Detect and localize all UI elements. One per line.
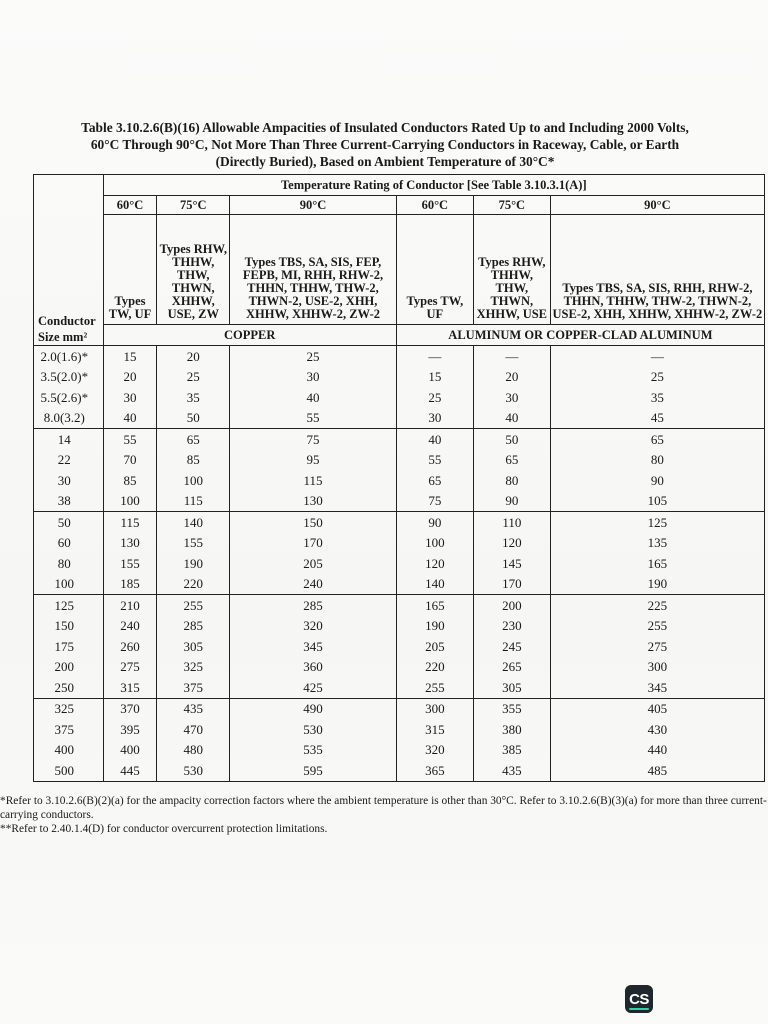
table-row (34, 367, 765, 388)
ampacity-cell: 55 (103, 429, 157, 450)
ampacity-cell: 440 (550, 740, 764, 761)
ampacity-cell: 345 (230, 636, 397, 657)
ampacity-cell: 30 (473, 387, 550, 408)
ampacity-cell: 170 (473, 574, 550, 595)
ampacity-cell: 255 (550, 616, 764, 637)
ampacity-cell: 240 (230, 574, 397, 595)
ampacity-cell: 245 (473, 636, 550, 657)
conductor-size-cell: 150 (34, 616, 104, 637)
ampacity-cell: 320 (230, 616, 397, 637)
ampacity-cell: 90 (396, 512, 473, 533)
ampacity-cell: 485 (550, 760, 764, 781)
ampacity-cell: 35 (550, 387, 764, 408)
rating-75c-copper: 75°C (157, 196, 230, 215)
ampacity-cell: 105 (550, 491, 764, 512)
conductor-size-cell: 8.0(3.2) (34, 408, 104, 429)
conductor-size-header: Conductor Size mm² (34, 175, 104, 346)
rating-90c-aluminum: 90°C (550, 196, 764, 215)
types-90c-copper: Types TBS, SA, SIS, FEP, FEPB, MI, RHH, RHW-2, THHN, THHW, THW-2, THWN-2, USE-2, XHH, XHHW, XHHW-2, ZW-2 (230, 215, 397, 325)
conductor-size-cell: 400 (34, 740, 104, 761)
ampacity-cell: 425 (230, 677, 397, 698)
ampacity-cell: 15 (103, 346, 157, 367)
conductor-size-cell: 60 (34, 533, 104, 554)
ampacity-cell: 480 (157, 740, 230, 761)
ampacity-cell: 130 (230, 491, 397, 512)
footnote-2: **Refer to 2.40.1.4(D) for conductor overcurrent protection limitations. (0, 823, 328, 835)
table-row (34, 595, 765, 616)
table-row (34, 698, 765, 719)
ampacity-cell: 65 (550, 429, 764, 450)
ampacity-cell: 360 (230, 657, 397, 678)
ampacity-cell: 185 (103, 574, 157, 595)
ampacity-cell: 225 (550, 595, 764, 616)
ampacity-cell: 325 (157, 657, 230, 678)
ampacity-cell: 255 (157, 595, 230, 616)
ampacity-cell: 395 (103, 719, 157, 740)
ampacity-cell: 25 (550, 367, 764, 388)
ampacity-cell: 45 (550, 408, 764, 429)
ampacity-cell: 200 (473, 595, 550, 616)
table-row (34, 450, 765, 471)
table-row (34, 719, 765, 740)
title-line-2: 60°C Through 90°C, Not More Than Three Current-Carrying Conductors in Raceway, Cable, or Earth (90, 137, 680, 152)
ampacity-cell: 375 (157, 677, 230, 698)
ampacity-cell: 205 (230, 553, 397, 574)
ampacity-cell: 275 (550, 636, 764, 657)
conductor-size-cell: 80 (34, 553, 104, 574)
ampacity-cell: 445 (103, 760, 157, 781)
ampacity-cell: 115 (157, 491, 230, 512)
ampacity-cell: 285 (230, 595, 397, 616)
temperature-rating-header: Temperature Rating of Conductor [See Table 3.10.3.1(A)] (103, 175, 764, 196)
copper-header: COPPER (103, 325, 396, 346)
ampacity-cell: 405 (550, 698, 764, 719)
ampacity-table (33, 174, 765, 782)
ampacity-cell: 305 (157, 636, 230, 657)
conductor-size-cell: 50 (34, 512, 104, 533)
ampacity-cell: 85 (103, 470, 157, 491)
ampacity-cell: 595 (230, 760, 397, 781)
conductor-size-cell: 500 (34, 760, 104, 781)
ampacity-cell: 90 (550, 470, 764, 491)
ampacity-cell: 50 (157, 408, 230, 429)
ampacity-cell: 80 (550, 450, 764, 471)
ampacity-cell: 50 (473, 429, 550, 450)
ampacity-cell: 120 (473, 533, 550, 554)
ampacity-cell: 435 (157, 698, 230, 719)
table-row (34, 346, 765, 367)
ampacity-cell: 75 (396, 491, 473, 512)
types-60c-copper: Types TW, UF (103, 215, 157, 325)
ampacity-cell: 370 (103, 698, 157, 719)
ampacity-cell: 220 (396, 657, 473, 678)
rating-90c-copper: 90°C (230, 196, 397, 215)
title-line-1: Table 3.10.2.6(B)(16) Allowable Ampacities of Insulated Conductors Rated Up to and Including 2000 Volts, (81, 120, 689, 135)
ampacity-cell: 530 (230, 719, 397, 740)
ampacity-cell: 65 (473, 450, 550, 471)
table-row (34, 677, 765, 698)
ampacity-cell: 355 (473, 698, 550, 719)
ampacity-cell: 255 (396, 677, 473, 698)
conductor-size-cell: 250 (34, 677, 104, 698)
ampacity-cell: — (550, 346, 764, 367)
ampacity-cell: 150 (230, 512, 397, 533)
types-75c-copper: Types RHW, THHW, THW, THWN, XHHW, USE, ZW (157, 215, 230, 325)
types-60c-aluminum: Types TW, UF (396, 215, 473, 325)
ampacity-cell: 35 (157, 387, 230, 408)
table-row (34, 429, 765, 450)
ampacity-cell: 140 (157, 512, 230, 533)
ampacity-cell: 220 (157, 574, 230, 595)
ampacity-cell: 25 (396, 387, 473, 408)
ampacity-cell: 100 (157, 470, 230, 491)
ampacity-cell: — (473, 346, 550, 367)
table-row (34, 553, 765, 574)
ampacity-cell: 65 (157, 429, 230, 450)
ampacity-cell: 400 (103, 740, 157, 761)
conductor-size-cell: 3.5(2.0)* (34, 367, 104, 388)
table-row (34, 470, 765, 491)
ampacity-cell: 40 (396, 429, 473, 450)
ampacity-cell: 430 (550, 719, 764, 740)
footnote-1: *Refer to 3.10.2.6(B)(2)(a) for the ampacity correction factors where the ambient temperature is other than 30°C. Refer to 3.10.2.6(B)(3)(a) for more than three current-carrying conductors. (0, 795, 767, 821)
types-90c-aluminum: Types TBS, SA, SIS, RHH, RHW-2, THHN, THHW, THW-2, THWN-2, USE-2, XHH, XHHW, XHHW-2, ZW-2 (550, 215, 764, 325)
ampacity-cell: 285 (157, 616, 230, 637)
ampacity-cell: 70 (103, 450, 157, 471)
ampacity-cell: 20 (473, 367, 550, 388)
table-row (34, 408, 765, 429)
table-row (34, 533, 765, 554)
ampacity-cell: 345 (550, 677, 764, 698)
ampacity-cell: 120 (396, 553, 473, 574)
ampacity-cell: 300 (396, 698, 473, 719)
ampacity-cell: 190 (157, 553, 230, 574)
table-row (34, 491, 765, 512)
ampacity-cell: 365 (396, 760, 473, 781)
table-row (34, 636, 765, 657)
ampacity-cell: 30 (396, 408, 473, 429)
ampacity-cell: 530 (157, 760, 230, 781)
table-row (34, 512, 765, 533)
ampacity-cell: 210 (103, 595, 157, 616)
ampacity-cell: 15 (396, 367, 473, 388)
rating-75c-aluminum: 75°C (473, 196, 550, 215)
ampacity-cell: 165 (550, 553, 764, 574)
conductor-size-cell: 2.0(1.6)* (34, 346, 104, 367)
conductor-size-cell: 375 (34, 719, 104, 740)
conductor-size-cell: 175 (34, 636, 104, 657)
ampacity-cell: 80 (473, 470, 550, 491)
ampacity-cell: 115 (230, 470, 397, 491)
ampacity-cell: 315 (396, 719, 473, 740)
ampacity-cell: 305 (473, 677, 550, 698)
conductor-size-cell: 5.5(2.6)* (34, 387, 104, 408)
ampacity-cell: 470 (157, 719, 230, 740)
conductor-size-cell: 30 (34, 470, 104, 491)
ampacity-cell: 155 (103, 553, 157, 574)
ampacity-cell: 125 (550, 512, 764, 533)
ampacity-cell: 90 (473, 491, 550, 512)
ampacity-cell: 55 (396, 450, 473, 471)
camscanner-logo: CS (625, 985, 653, 1013)
ampacity-cell: 75 (230, 429, 397, 450)
rating-60c-copper: 60°C (103, 196, 157, 215)
ampacity-cell: 490 (230, 698, 397, 719)
title-line-3: (Directly Buried), Based on Ambient Temperature of 30°C* (215, 154, 555, 169)
ampacity-cell: 145 (473, 553, 550, 574)
ampacity-cell: 20 (103, 367, 157, 388)
ampacity-cell: 25 (157, 367, 230, 388)
conductor-size-cell: 325 (34, 698, 104, 719)
ampacity-cell: 435 (473, 760, 550, 781)
table-row (34, 616, 765, 637)
conductor-size-cell: 100 (34, 574, 104, 595)
conductor-size-cell: 22 (34, 450, 104, 471)
ampacity-cell: 40 (103, 408, 157, 429)
ampacity-cell: 205 (396, 636, 473, 657)
conductor-size-cell: 200 (34, 657, 104, 678)
ampacity-cell: 55 (230, 408, 397, 429)
footnotes (0, 794, 768, 836)
ampacity-cell: 140 (396, 574, 473, 595)
ampacity-cell: 265 (473, 657, 550, 678)
ampacity-cell: 25 (230, 346, 397, 367)
ampacity-cell: 100 (103, 491, 157, 512)
ampacity-cell: 230 (473, 616, 550, 637)
types-75c-aluminum: Types RHW, THHW, THW, THWN, XHHW, USE (473, 215, 550, 325)
ampacity-cell: 300 (550, 657, 764, 678)
ampacity-cell: 110 (473, 512, 550, 533)
ampacity-cell: 85 (157, 450, 230, 471)
ampacity-cell: 170 (230, 533, 397, 554)
table-body (34, 346, 765, 782)
table-row (34, 657, 765, 678)
ampacity-cell: 30 (230, 367, 397, 388)
ampacity-cell: 275 (103, 657, 157, 678)
ampacity-cell: 40 (473, 408, 550, 429)
ampacity-cell: 320 (396, 740, 473, 761)
conductor-size-cell: 38 (34, 491, 104, 512)
ampacity-cell: 155 (157, 533, 230, 554)
ampacity-cell: 385 (473, 740, 550, 761)
ampacity-cell: 535 (230, 740, 397, 761)
table-row (34, 387, 765, 408)
table-row (34, 740, 765, 761)
ampacity-cell: 40 (230, 387, 397, 408)
ampacity-cell: 20 (157, 346, 230, 367)
table-row (34, 574, 765, 595)
ampacity-cell: 190 (550, 574, 764, 595)
table-row (34, 760, 765, 781)
ampacity-cell: 260 (103, 636, 157, 657)
ampacity-cell: 130 (103, 533, 157, 554)
ampacity-cell: 95 (230, 450, 397, 471)
ampacity-cell: 165 (396, 595, 473, 616)
ampacity-cell: 115 (103, 512, 157, 533)
ampacity-cell: 240 (103, 616, 157, 637)
conductor-size-cell: 125 (34, 595, 104, 616)
ampacity-cell: 315 (103, 677, 157, 698)
ampacity-cell: 30 (103, 387, 157, 408)
rating-60c-aluminum: 60°C (396, 196, 473, 215)
ampacity-cell: 190 (396, 616, 473, 637)
conductor-size-cell: 14 (34, 429, 104, 450)
ampacity-cell: 135 (550, 533, 764, 554)
ampacity-cell: 100 (396, 533, 473, 554)
ampacity-cell: — (396, 346, 473, 367)
aluminum-header: ALUMINUM OR COPPER-CLAD ALUMINUM (396, 325, 764, 346)
ampacity-cell: 65 (396, 470, 473, 491)
table-title (40, 119, 730, 170)
ampacity-cell: 380 (473, 719, 550, 740)
